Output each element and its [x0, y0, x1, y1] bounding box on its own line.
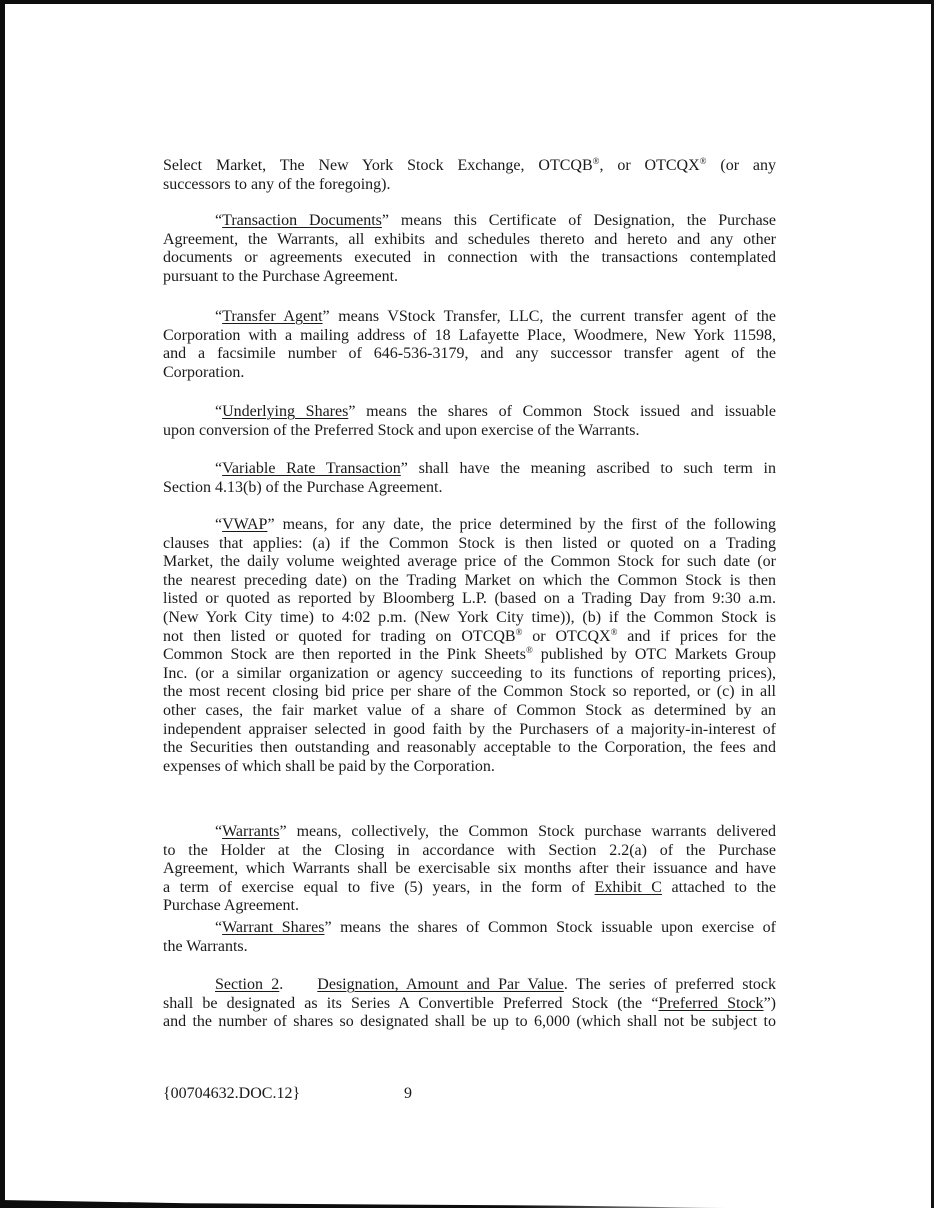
text-line [163, 572, 776, 591]
text-line [163, 231, 776, 250]
text-line [163, 976, 776, 995]
text-segment: “ [215, 403, 223, 420]
text-segment: ”) [763, 994, 776, 1012]
text-segment: upon conversion of the Preferred Stock and upon exercise of the Warrants. [163, 421, 640, 439]
text-line [163, 590, 776, 609]
text-line [163, 739, 776, 758]
scan-border-top [0, 0, 934, 4]
text-line [163, 364, 776, 383]
scan-border-left [0, 0, 5, 1208]
text-segment: ” means, for any date, the price determined by the first of the following [267, 516, 776, 533]
paragraph-market-continuation [163, 157, 776, 194]
text-line [163, 758, 776, 777]
text-line [163, 479, 776, 498]
text-segment: independent appraiser selected in good faith by the Purchasers of a majority-in-interest of [163, 720, 776, 738]
text-segment: documents or agreements executed in connection with the transactions contemplated [163, 249, 776, 267]
text-segment: ” means, collectively, the Common Stock purchase warrants delivered [279, 823, 776, 840]
text-segment: the Warrants. [163, 937, 248, 955]
text-segment: a term of exercise equal to five (5) years, in the form of [163, 878, 595, 896]
defined-term: Section 2 [215, 976, 280, 993]
registered-mark: ® [592, 156, 600, 166]
text-segment: Agreement, the Warrants, all exhibits and schedules thereto and hereto and any other [163, 230, 776, 248]
registered-mark: ® [699, 156, 707, 166]
defined-term: Warrant Shares [222, 919, 325, 936]
defined-term: VWAP [222, 516, 268, 533]
text-segment: other cases, the fair market value of a share of Common Stock as determined by an [163, 701, 776, 719]
text-segment: . [279, 976, 284, 993]
text-line [163, 1013, 776, 1032]
text-line [163, 308, 776, 327]
text-line [163, 460, 776, 479]
scan-border-bottom [0, 1200, 934, 1208]
defined-term: Warrants [222, 823, 280, 840]
text-segment: and if prices for the [617, 627, 777, 645]
section-2-paragraph [163, 976, 776, 1032]
text-segment: Select Market, The New York Stock Exchange, OTCQB [163, 157, 593, 174]
text-segment: to the Holder at the Closing in accordance with Section 2.2(a) of the Purchase [163, 841, 776, 859]
text-segment: the most recent closing bid price per share of the Common Stock so reported, or (c) in all [163, 683, 776, 701]
text-segment: and a facsimile number of 646-536-3179, and any successor transfer agent of the [163, 345, 776, 363]
text-line [163, 249, 776, 268]
text-segment: ” means the shares of Common Stock issuable upon exercise of [324, 919, 777, 936]
text-segment: Corporation. [163, 363, 245, 381]
text-line [163, 823, 776, 842]
text-segment: attached to the [661, 878, 776, 896]
text-line [163, 860, 776, 879]
text-line [163, 721, 776, 740]
text-segment: clauses that applies: (a) if the Common Stock is then listed or quoted on a Trading [163, 534, 776, 552]
text-segment: (or any [706, 157, 777, 174]
text-line [163, 938, 776, 957]
defined-term: Underlying Shares [222, 403, 349, 420]
text-segment: , or OTCQX [599, 157, 700, 174]
text-segment: “ [215, 212, 223, 229]
text-segment: shall be designated as its Series A Convertible Preferred Stock (the “ [163, 994, 659, 1012]
text-line [163, 919, 776, 938]
text-line [163, 995, 776, 1014]
text-line [163, 897, 776, 916]
text-line [163, 268, 776, 287]
text-segment: listed or quoted as reported by Bloomberg L.P. (based on a Trading Day from 9:30 a.m. [163, 590, 776, 608]
text-segment: or OTCQX [522, 627, 611, 645]
text-line [163, 176, 776, 195]
defined-term: Preferred Stock [658, 994, 764, 1012]
registered-mark: ® [610, 626, 618, 637]
text-segment: expenses of which shall be paid by the Corporation. [163, 757, 495, 775]
text-line [163, 327, 776, 346]
text-line [163, 842, 776, 861]
text-line [163, 702, 776, 721]
text-segment: Purchase Agreement. [163, 897, 299, 915]
definition-warrants [163, 823, 776, 916]
text-segment: ” means this Certificate of Designation, the Purchase [381, 212, 777, 229]
text-line [163, 345, 776, 364]
defined-term: Exhibit C [594, 878, 662, 896]
defined-term: Transfer Agent [222, 308, 323, 325]
text-segment: the nearest preceding date) on the Trading Market on which the Common Stock is then [163, 571, 776, 589]
text-line [163, 665, 776, 684]
text-segment: the Securities then outstanding and reasonably acceptable to the Corporation, the fees and [163, 739, 776, 757]
text-segment: published by OTC Markets Group [532, 646, 777, 664]
text-line [163, 212, 776, 231]
defined-term: Variable Rate Transaction [222, 460, 401, 477]
text-line [163, 646, 776, 665]
text-segment: “ [215, 823, 223, 840]
text-segment: ” means VStock Transfer, LLC, the current transfer agent of the [322, 308, 777, 325]
text-segment: Inc. (or a similar organization or agency succeeding to its functions of reporting prices), [163, 664, 776, 682]
text-line [163, 683, 776, 702]
defined-term: Designation, Amount and Par Value [317, 976, 564, 993]
text-line [163, 516, 776, 535]
text-segment: Corporation with a mailing address of 18 Lafayette Place, Woodmere, New York 11598, [163, 326, 776, 344]
text-line [163, 553, 776, 572]
text-segment: Common Stock are then reported in the Pink Sheets [163, 646, 526, 664]
text-segment: ” shall have the meaning ascribed to such term in [400, 460, 777, 477]
text-segment: . The series of preferred stock [563, 976, 776, 993]
text-segment: Agreement, which Warrants shall be exercisable six months after their issuance and have [163, 860, 776, 878]
definition-vwap [163, 516, 776, 776]
registered-mark: ® [515, 626, 523, 637]
text-line [163, 879, 776, 898]
text-segment: “ [215, 919, 223, 936]
page-number: 9 [404, 1085, 412, 1102]
text-line [163, 535, 776, 554]
text-segment: and the number of shares so designated shall be up to 6,000 (which shall not be subject to [163, 1013, 776, 1031]
text-segment: successors to any of the foregoing). [163, 175, 391, 193]
definition-underlying-shares [163, 403, 776, 440]
text-segment: Section 4.13(b) of the Purchase Agreement. [163, 478, 443, 496]
text-segment: “ [215, 516, 223, 533]
definition-transfer-agent [163, 308, 776, 382]
text-segment: ” means the shares of Common Stock issued and issuable [348, 403, 776, 420]
footer-document-id: {00704632.DOC.12} [163, 1085, 301, 1102]
text-segment: “ [215, 308, 223, 325]
text-segment: Market, the daily volume weighted average price of the Common Stock for such date (or [163, 553, 776, 571]
text-segment: pursuant to the Purchase Agreement. [163, 267, 399, 285]
definition-warrant-shares [163, 919, 776, 956]
text-segment: not then listed or quoted for trading on OTCQB [163, 627, 516, 645]
defined-term: Transaction Documents [222, 212, 382, 229]
text-segment: (New York City time) to 4:02 p.m. (New York City time)), (b) if the Common Stock is [163, 608, 776, 626]
text-line [163, 157, 776, 176]
text-line [163, 403, 776, 422]
text-segment: “ [215, 460, 223, 477]
text-line [163, 422, 776, 441]
definition-transaction-documents [163, 212, 776, 286]
registered-mark: ® [525, 645, 533, 656]
definition-variable-rate-transaction [163, 460, 776, 497]
text-line [163, 628, 776, 647]
text-line [163, 609, 776, 628]
